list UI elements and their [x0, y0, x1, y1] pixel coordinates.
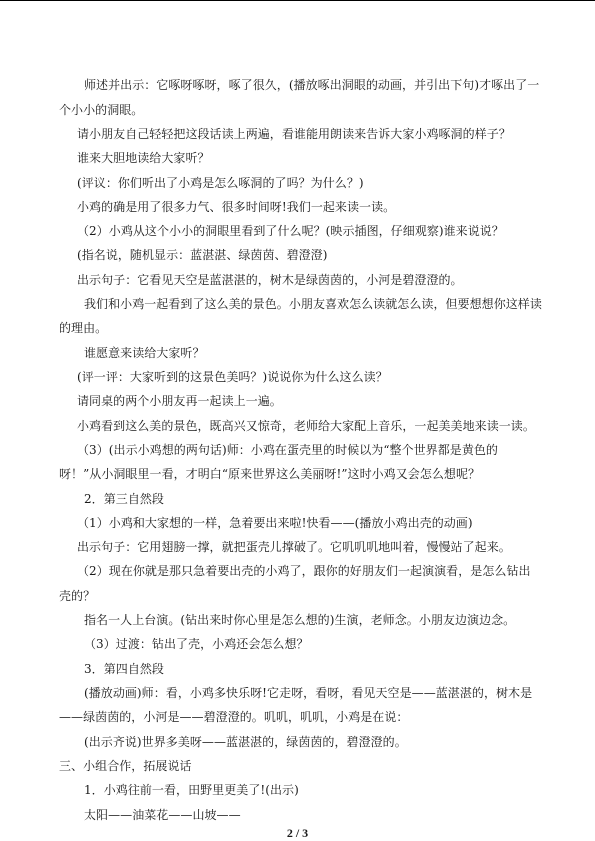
text-line: 师述并出示：它啄呀啄呀，啄了很久，(播放啄出洞眼的动画，并引出下句)才啄出了一: [84, 78, 540, 92]
text-line: 指名一人上台演。(钻出来时你心里是怎么想的)生演，老师念。小朋友边演边念。: [84, 613, 516, 627]
text-line: 1．小鸡往前一看，田野里更美了!(出示): [84, 783, 299, 797]
text-line: 谁来大胆地读给大家听？: [77, 151, 210, 165]
text-line: 我们和小鸡一起看到了这么美的景色。小朋友喜欢怎么读就怎么读，但要想想你这样读: [84, 297, 542, 311]
text-line: (出示齐说)世界多美呀——蓝湛湛的，绿茵茵的，碧澄澄的。: [84, 735, 407, 749]
text-line: (指名说，随机显示：蓝湛湛、绿茵茵、碧澄澄): [77, 248, 328, 262]
text-line: (播放动画)师：看，小鸡多快乐呀!它走呀，看呀，看见天空是——蓝湛湛的，树木是: [84, 686, 533, 700]
text-line: 请小朋友自己轻轻把这段话读上两遍，看谁能用朗读来告诉大家小鸡啄洞的样子？: [77, 127, 511, 141]
text-line: ——绿茵茵的，小河是——碧澄澄的。叽叽，叽叽，小鸡是在说：: [59, 710, 409, 724]
text-line: 个小小的洞眼。: [59, 103, 144, 117]
text-line: 谁愿意来读给大家听？: [84, 346, 205, 360]
text-line: (评议：你们听出了小鸡是怎么啄洞的了吗？为什么？): [77, 176, 364, 190]
text-line: 小鸡看到这么美的景色，既高兴又惊奇，老师给大家配上音乐，一起美美地来读一读。: [77, 419, 535, 433]
text-line: （1）小鸡和大家想的一样，急着要出来啦!快看——(播放小鸡出壳的动画): [77, 516, 473, 530]
section-heading: 三、小组合作，拓展说话: [59, 759, 192, 773]
section-heading: 2．第三自然段: [84, 492, 164, 506]
text-line: 壳的？: [59, 589, 96, 603]
text-line: （2）现在你就是那只急着要出壳的小鸡了，跟你的好朋友们一起演演看，是怎么钻出: [77, 564, 531, 578]
text-line: （3）(出示小鸡想的两句话)师：小鸡在蛋壳里的时候以为“整个世界都是黄色的: [77, 443, 498, 457]
text-line: 出示句子：它用翅膀一撑，就把蛋壳儿撑破了。它叽叽叽地叫着，慢慢站了起来。: [77, 540, 511, 554]
text-line: 太阳——油菜花——山坡——: [84, 808, 241, 822]
section-heading: 3．第四自然段: [84, 662, 164, 676]
text-line: （2）小鸡从这个小小的洞眼里看到了什么呢？(映示插图，仔细观察)谁来说说？: [77, 224, 504, 238]
text-line: （3）过渡：钻出了壳，小鸡还会怎么想？: [84, 637, 309, 651]
text-line: 小鸡的确是用了很多力气、很多时间呀!我们一起来读一读。: [77, 200, 396, 214]
page-number: 2 / 3: [286, 826, 309, 840]
text-line: 的理由。: [59, 321, 108, 335]
text-line: (评一评：大家听到的这景色美吗？)说说你为什么这么读？: [77, 370, 388, 384]
text-line: 请同桌的两个小朋友再一起读上一遍。: [77, 394, 282, 408]
text-line: 出示句子：它看见天空是蓝湛湛的，树木是绿茵茵的，小河是碧澄澄的。: [77, 273, 463, 287]
text-line: 呀！”从小洞眼里一看，才明白“原来世界这么美丽呀!”这时小鸡又会怎么想呢？: [59, 467, 481, 481]
